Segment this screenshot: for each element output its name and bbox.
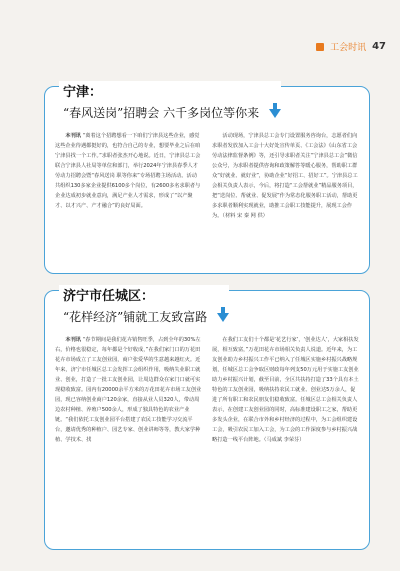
- section-marker-icon: [316, 43, 324, 51]
- page-number: 47: [372, 41, 386, 52]
- page-header: [316, 40, 386, 53]
- column-text: 活动现场，宁津县总工会专门设置服务咨询台，志愿者们向求职者发放加入工会十大好处宣传单页、《工会法》《山东省工会劳动法律监督条例》等，还引导求职者关注“宁津县总工会”微信公众号，为求职者提供咨询和政策解答等暖心服务，帮助职工群众“好就业、就好业”，协助企业“好招工、招好工”。宁津县总工会相关负责人表示，今后，将打造“工会帮就业”精品服务项目，把“送岗位、帮就业、促发展”作为常态化服务职工活动，帮助更多求职者顺利实现就业，助推工会职工技能提升，展现工会作为。（材料 宋 秦 网 供）: [212, 133, 358, 219]
- article-title-headline: [63, 104, 281, 121]
- column-text: “春节期间是我们花卉销售旺季，占到全年的30%左右，价格也很稳定，每年都是个好收成，”在我们家门口的万花田花卉市场成立了工友创业园，商户张爱华的生意越来越红火。近年来，济宁市任城区总工会发挥工会组织作用，吸纳失业职工就业、创业，打造了一批工友创业园，让周边群众在家门口就可实现稳收致富。园内有20000余平方米的万花田花卉市场工友创业园，现已容纳创业商户120余家，直接从业人员320人，带动周边农村种植、养殖户500余人，形成了独具特色的农业产业链。“我们依托工友创业园平台搭建了农民工技能学习交流平台，邀请优秀的种植户、园艺专家、创业讲师等等，教大家学种植、学技术、找: [55, 337, 202, 443]
- column-text: “离着这个招聘想看一下咱们宁津县这些企业，感觉这些企业待遇都挺好的，也符合自己的专业，想要毕业之后在咱宁津县找一个工作。”求职者张杰开心地说。近日，宁津县总工会联合宁津县人社局等单位和部门，举行2024年宁津县春季人才劳动力招聘会暨“春风送岗 职等你来”专场招聘主场活动。活动共组织130多家企业提供6100多个岗位，有2600多名求职者与企业达成初步就业意向，满足产业人才需求，形成了“以产聚才、以才兴产、产才融合”的良好局面。: [55, 133, 201, 209]
- lead-label: 本刊讯: [65, 133, 81, 139]
- article-title: [59, 285, 229, 325]
- article-column-right: [212, 131, 359, 265]
- article-title-headline: [63, 308, 229, 325]
- article-column-left: [55, 131, 202, 265]
- column-text: 在我们工友们十个都是‘花艺行家’，‘创业达人’，大家相扶发展，相互致富，”万花田花卉市场相关负责人说道。近年来，为工友创业助力乡村振兴工作平已纳入了任城区实施乡村振兴战略规划，任城区总工会争取区财政每年列支50万元用于实施工友创业助力乡村振兴计划，截至目前，全区共扶持打造了33个具有本土特色的工友创业园，吸纳扶持农民工就业、创业达5万余人，促进了所有职工和农民朋友们稳收致富。任城区总工会相关负责人表示，在创建工友创业园的同时，高标准建设职工之家，帮助更多发头企业，在联合市外和乡村经济的过程中，为工会组织建设工会，吸引农民工加入工会，为工会的工作深度参与乡村振兴战略打造一线平台阵地。（马成斌 李荣芬）: [212, 337, 359, 443]
- headline-text: “花样经济”铺就工友致富路: [63, 310, 208, 324]
- article-card-ningjin: [44, 86, 370, 274]
- lead-label: 本刊讯: [65, 337, 81, 343]
- arrow-down-icon: [217, 313, 229, 322]
- article-title-place: 宁津：: [59, 81, 281, 100]
- article-card-rencheng: [44, 290, 370, 550]
- article-body: [55, 335, 359, 541]
- article-title: [59, 81, 281, 121]
- article-column-left: [55, 335, 202, 541]
- article-body: [55, 131, 359, 265]
- article-column-right: [212, 335, 359, 541]
- arrow-down-icon: [269, 109, 281, 118]
- section-label: 工会时讯: [330, 43, 367, 53]
- headline-text: “春风送岗”招聘会 六千多岗位等你来: [63, 106, 260, 120]
- article-title-place: 济宁市任城区：: [59, 285, 229, 304]
